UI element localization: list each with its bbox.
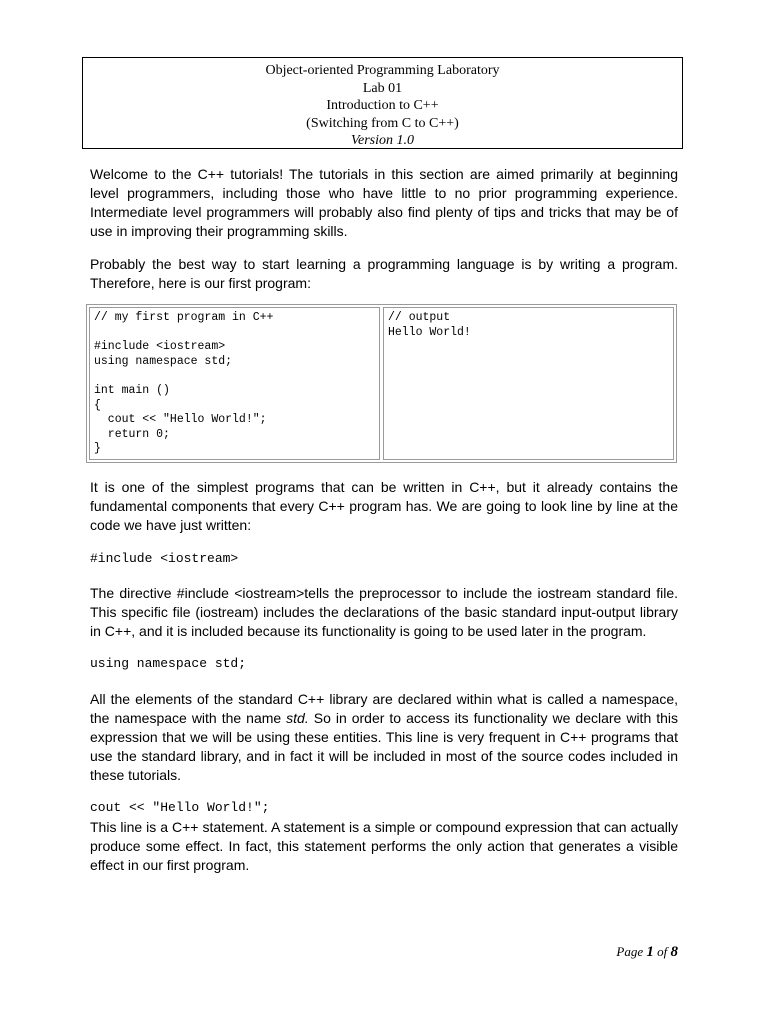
version-label: Version 1.0 (351, 133, 414, 148)
lab-subtitle: (Switching from C to C++) (306, 115, 459, 131)
program-code-cell: // my first program in C++ #include <iostream> using namespace std; int main () { cout << "Hello World!"; return 0; } (89, 307, 380, 460)
page-footer (616, 944, 678, 961)
code-example-table (86, 304, 677, 463)
program-output-cell: // output Hello World! (383, 307, 674, 460)
namespace-text-end: So in order to access its functionality we declare with this expression that we will be using these entities. This line is very frequent in C++ programs that use the standard library, and in fact it will be included in most of the source codes included in these tutorials. (90, 710, 678, 783)
lab-topic: Introduction to C++ (326, 98, 439, 113)
namespace-paragraph (90, 690, 678, 785)
namespace-text-start: All the elements of the standard C++ library are declared within what is called a namespace, the namespace with the name (90, 691, 678, 726)
document-header (82, 57, 683, 149)
cout-code-line: cout << "Hello World!"; (90, 800, 270, 815)
best-way-paragraph: Probably the best way to start learning a programming language is by writing a program. Therefore, here is our first program: (90, 256, 678, 291)
directive-paragraph: The directive #include <iostream>tells the preprocessor to include the iostream standard file. This specific file (iostream) includes the declarations of the basic standard input-output library in C++, and it is included because its functionality is going to be used later in the program. (90, 585, 678, 639)
course-title: Object-oriented Programming Laboratory (265, 63, 500, 78)
using-code-line: using namespace std; (90, 656, 247, 671)
page-label: Page (616, 944, 647, 959)
of-label: of (653, 944, 671, 959)
total-pages: 8 (670, 944, 678, 960)
namespace-std-emphasis: std. (286, 710, 309, 726)
include-code-line: #include <iostream> (90, 551, 239, 566)
page-number: 1 (646, 944, 654, 960)
lab-number: Lab 01 (362, 80, 403, 96)
welcome-paragraph: Welcome to the C++ tutorials! The tutorials in this section are aimed primarily at beginning level programmers, including those who have little to no prior programming experience. Intermediate level programmers will probably also find plenty of tips and tricks that may be of use in improving their programming skills. (90, 166, 678, 239)
simplest-paragraph: It is one of the simplest programs that can be written in C++, but it already contains the fundamental components that every C++ program has. We are going to look line by line at the code we have just written: (90, 479, 678, 533)
statement-paragraph: This line is a C++ statement. A statement is a simple or compound expression that can actually produce some effect. In fact, this statement performs the only action that generates a visible effect in our first program. (90, 819, 678, 873)
